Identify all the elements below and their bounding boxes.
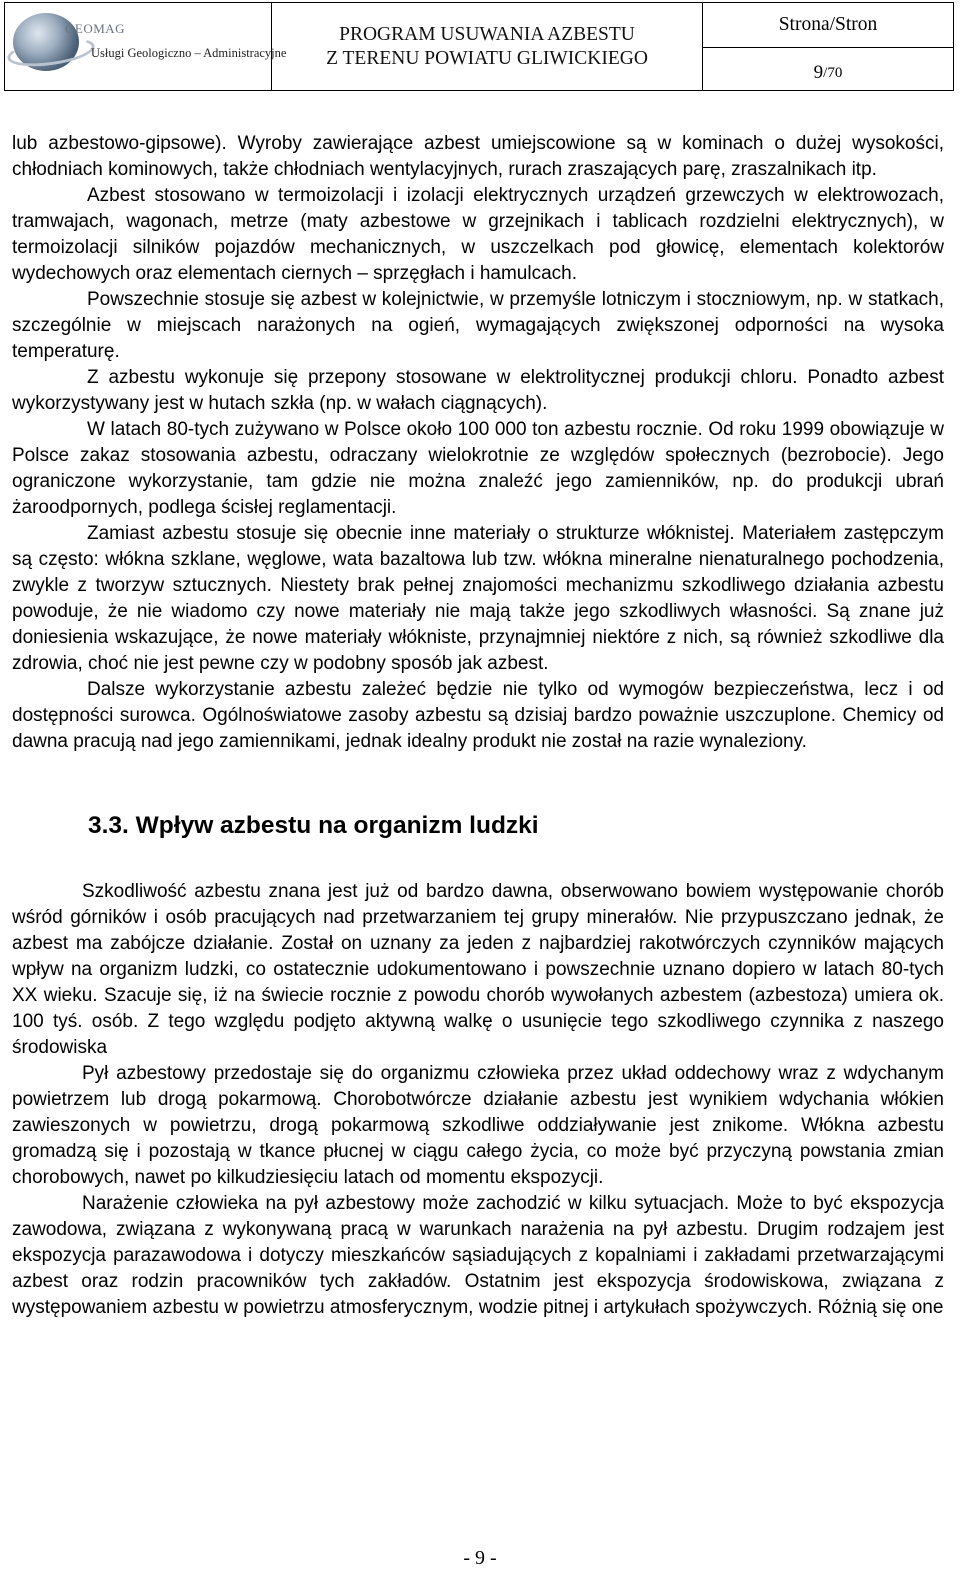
paragraph: W latach 80-tych zużywano w Polsce około 100 000 ton azbestu rocznie. Od roku 1999 obowiązuje w Polsce zakaz stosowania azbestu, odraczany wielokrotnie ze względów społecznych (bezrobocie). Jego ograniczone wykorzystanie, tam gdzie nie można znaleźć jego zamienników, np. do produkcji ubrań żaroodpornych, podlega ścisłej reglamentacji. bbox=[12, 419, 944, 518]
section-heading: 3.3. Wpływ azbestu na organizm ludzki bbox=[88, 812, 539, 839]
paragraph: Zamiast azbestu stosuje się obecnie inne materiały o strukturze włóknistej. Materiałem zastępczym są często: włókna szklane, węglowe, wata bazaltowa lub tzw. włókna mineralne nienaturalnego pochodzenia, zwykle z tworzyw sztucznych. Niestety brak pełnej znajomości mechanizmu szkodliwego działania azbestu powoduje, że nie wiadomo czy nowe materiały nie mają także jego szkodliwych własności. Są znane już doniesienia wskazujące, że nowe materiały włókniste, przynajmniej niektóre z nich, są również szkodliwe dla zdrowia, choć nie jest pewne czy w podobny sposób jak azbest. bbox=[12, 523, 944, 674]
paragraph: Azbest stosowano w termoizolacji i izolacji elektrycznych urządzeń grzewczych w elektrowozach, tramwajach, wagonach, metrze (maty azbestowe w grzejnikach i tablicach rozdzielni elektrycznych), w termoizolacji silników pojazdów mechanicznych, w uszczelkach pod głowicę, elementach kolektorów wydechowych oraz elementach ciernych – sprzęgłach i hamulcach. bbox=[12, 185, 944, 284]
page-footer-number: - 9 - bbox=[463, 1547, 497, 1569]
page-info-cell bbox=[703, 3, 953, 90]
paragraph: Dalsze wykorzystanie azbestu zależeć będzie nie tylko od wymogów bezpieczeństwa, lecz i od dostępności surowca. Ogólnoświatowe zasoby azbestu są dzisiaj bardzo poważnie uszczuplone. Chemicy od dawna pracują nad jego zamiennikami, jednak idealny produkt nie został na razie wynaleziony. bbox=[12, 679, 944, 752]
page-label: Strona/Stron bbox=[703, 3, 953, 48]
title-line-1: PROGRAM USUWANIA AZBESTU bbox=[339, 23, 635, 45]
page-counter bbox=[703, 48, 953, 90]
logo-subtitle: Usługi Geologiczno – Administracyjne bbox=[91, 46, 287, 60]
paragraph: Z azbestu wykonuje się przepony stosowane w elektrolitycznej produkcji chloru. Ponadto azbest wykorzystywany jest w hutach szkła (np. w wałach ciągnących). bbox=[12, 367, 944, 414]
logo-brand: GEOMAG bbox=[65, 21, 126, 36]
title-line-2: Z TERENU POWIATU GLIWICKIEGO bbox=[326, 47, 648, 69]
document-header bbox=[4, 2, 954, 91]
paragraph: Szkodliwość azbestu znana jest już od bardzo dawna, obserwowano bowiem występowanie chorób wśród górników i osób pracujących nad przetwarzaniem tej grupy minerałów. Nie przypuszczano jednak, że azbest ma zabójcze działanie. Został on uznany za jeden z najbardziej rakotwórczych czynników mających wpływ na organizm ludzki, co ostatecznie udokumentowano i powszechnie uznano dopiero w latach 80-tych XX wieku. Szacuje się, iż na świecie rocznie z powodu chorób wywołanych azbestem (azbestoza) umiera ok. 100 tyś. osób. Z tego względu podjęto aktywną walkę o usunięcie tego szkodliwego czynnika z naszego środowiska bbox=[12, 881, 944, 1058]
paragraph: lub azbestowo-gipsowe). Wyroby zawierające azbest umiejscowione są w kominach o dużej wysokości, chłodniach kominowych, także chłodniach wentylacyjnych, rurach zraszających parę, zraszalnikach itp. bbox=[12, 133, 944, 180]
document-title bbox=[272, 3, 703, 90]
paragraph: Powszechnie stosuje się azbest w kolejnictwie, w przemyśle lotniczym i stoczniowym, np. w statkach, szczególnie w miejscach narażonych na ogień, wymagających zwiększonej odporności na wysoka temperaturę. bbox=[12, 289, 944, 362]
page-current: 9 bbox=[813, 62, 824, 83]
paragraph: Narażenie człowieka na pył azbestowy może zachodzić w kilku sytuacjach. Może to być ekspozycja zawodowa, związana z wykonywaną pracą w warunkach narażenia na pył azbestu. Drugim rodzajem jest ekspozycja parazawodowa i dotyczy mieszkańców sąsiadujących z kopalniami i zakładami przetwarzającymi azbest oraz rodzin pracowników tych zakładów. Ostatnim jest ekspozycja środowiskowa, związana z występowaniem azbestu w powietrzu atmosferycznym, wodzie pitnej i artykułach spożywczych. Różnią się one bbox=[12, 1193, 944, 1318]
page-total: /70 bbox=[823, 64, 843, 81]
logo-cell bbox=[5, 3, 287, 90]
document-body bbox=[12, 131, 944, 1321]
paragraph: Pył azbestowy przedostaje się do organizmu człowieka przez układ oddechowy wraz z wdychanym powietrzem lub drogą pokarmową. Chorobotwórcze działanie azbestu jest wynikiem wdychania włókien zawieszonych w powietrzu, drogą pokarmową szkodliwe oddziaływanie jest znikome. Włókna azbestu gromadzą się i pozostają w tkance płucnej w ciągu całego życia, co może być przyczyną powstania zmian chorobowych, nawet po kilkudziesięciu latach od momentu ekspozycji. bbox=[12, 1063, 944, 1188]
